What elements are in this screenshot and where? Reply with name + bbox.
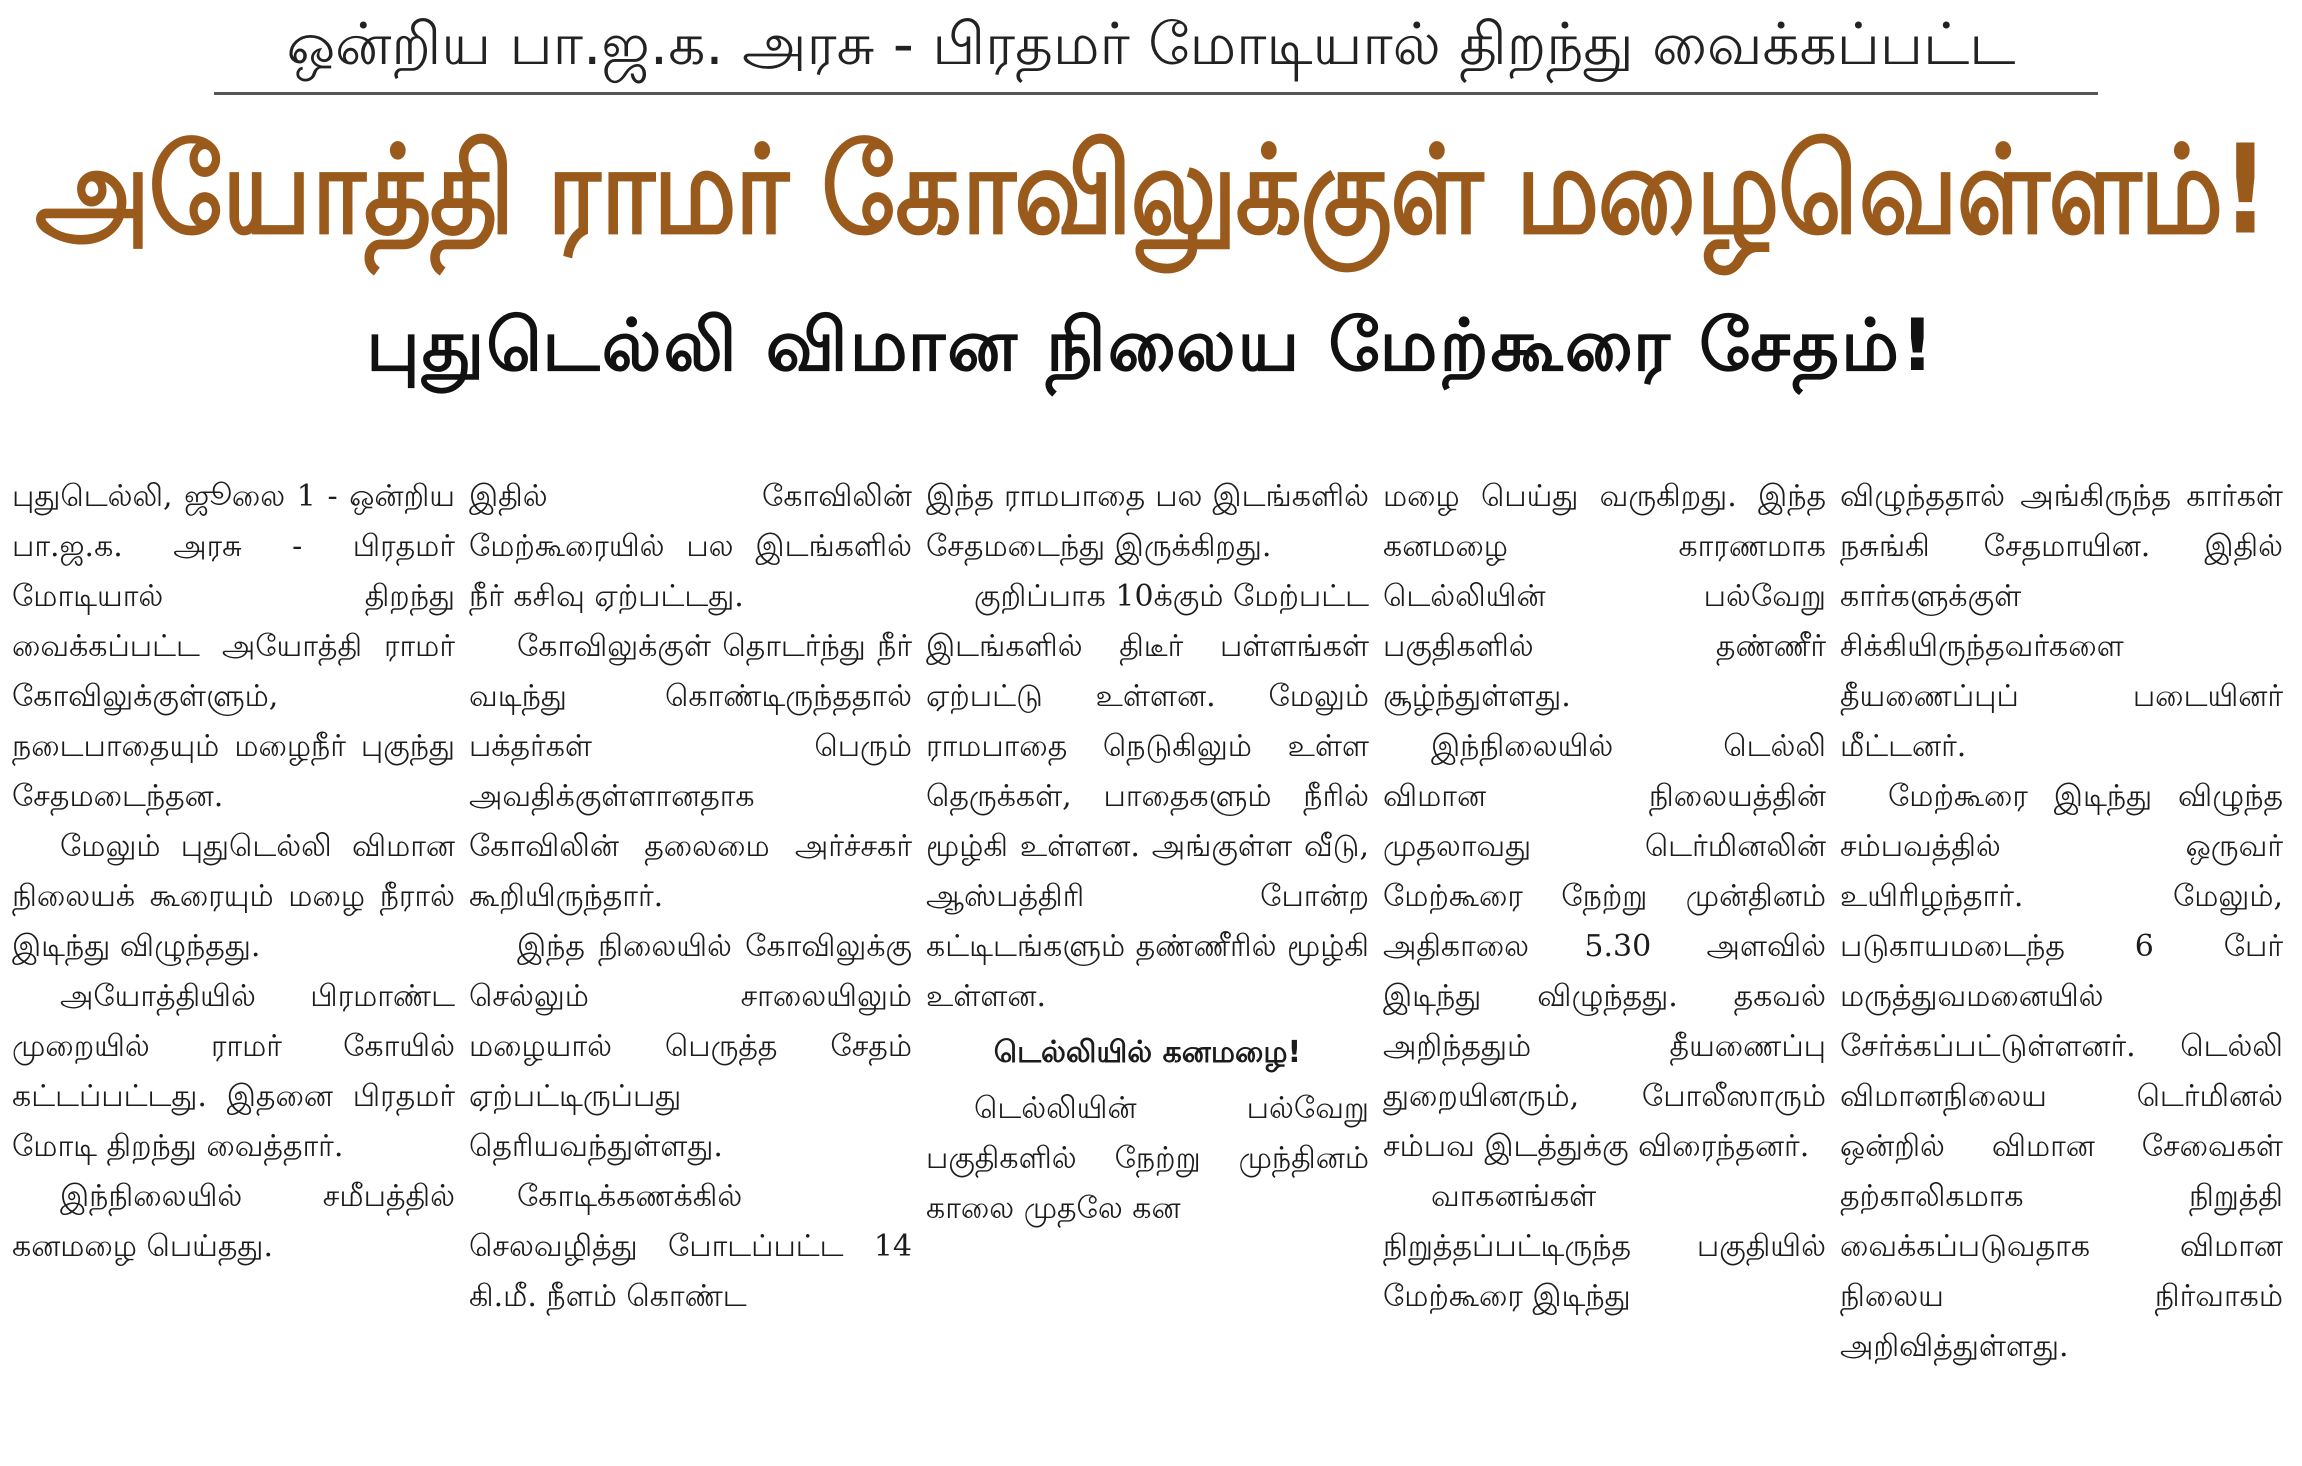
paragraph: டெல்லியின் பல்வேறு பகுதிகளில் நேற்று முந்தினம் காலை முதலே கன bbox=[926, 1091, 1369, 1226]
paragraph: இதில் கோவிலின் மேற்கூரையில் பல இடங்களில் நீர் கசிவு ஏற்பட்டது. bbox=[469, 479, 912, 614]
paragraph: குறிப்பாக 10க்கும் மேற்பட்ட இடங்களில் திடீர் பள்ளங்கள் ஏற்பட்டு உள்ளன. மேலும் ராமபாதை நெடுகிலும் உள்ள தெருக்கள், பாதைகளும் நீரில் மூழ்கி உள்ளன. அங்குள்ள வீடு, ஆஸ்பத்திரி போன்ற கட்டிடங்களும் தண்ணீரில் மூழ்கி உள்ளன. bbox=[926, 579, 1369, 1014]
article-body bbox=[8, 472, 2294, 1452]
paragraph: இந்த ராமபாதை பல இடங்களில் சேதமடைந்து இருக்கிறது. bbox=[926, 479, 1369, 564]
paragraph: மேலும் புதுடெல்லி விமான நிலையக் கூரையும் மழை நீரால் இடிந்து விழுந்தது. bbox=[12, 829, 455, 964]
main-headline: அயோத்தி ராமர் கோவிலுக்குள் மழைவெள்ளம்! bbox=[35, 118, 2267, 262]
paragraph: கோவிலுக்குள் தொடர்ந்து நீர் வடிந்து கொண்டிருந்ததால் பக்தர்கள் பெரும் அவதிக்குள்ளானதாக கோவிலின் தலைமை அர்ச்சகர் கூறியிருந்தார். bbox=[469, 629, 912, 914]
article-column-1 bbox=[8, 472, 465, 1452]
paragraph: வாகனங்கள் நிறுத்தப்பட்டிருந்த பகுதியில் மேற்கூரை இடிந்து bbox=[1383, 1179, 1826, 1314]
paragraph: இந்நிலையில் சமீபத்தில் கனமழை பெய்தது. bbox=[12, 1179, 455, 1264]
article-column-3 bbox=[922, 472, 1379, 1452]
paragraph: கோடிக்கணக்கில் செலவழித்து போடப்பட்ட 14 கி.மீ. நீளம் கொண்ட bbox=[469, 1179, 912, 1314]
paragraph: மேற்கூரை இடிந்து விழுந்த சம்பவத்தில் ஒருவர் உயிரிழந்தார். மேலும், படுகாயமடைந்த 6 பேர் மருத்துவமனையில் சேர்க்கப்பட்டுள்ளனர். டெல்லி விமானநிலைய டெர்மினல் ஒன்றில் விமான சேவைகள் தற்காலிகமாக நிறுத்தி வைக்கப்படுவதாக விமான நிலைய நிர்வாகம் அறிவித்துள்ளது. bbox=[1840, 779, 2283, 1364]
paragraph: இந்நிலையில் டெல்லி விமான நிலையத்தின் முதலாவது டெர்மினலின் மேற்கூரை நேற்று முன்தினம் அதிகாலை 5.30 அளவில் இடிந்து விழுந்தது. தகவல் அறிந்ததும் தீயணைப்பு துறையினரும், போலீஸாரும் சம்பவ இடத்துக்கு விரைந்தனர். bbox=[1383, 729, 1826, 1164]
paragraph: மழை பெய்து வருகிறது. இந்த கனமழை காரணமாக டெல்லியின் பல்வேறு பகுதிகளில் தண்ணீர் சூழ்ந்துள்ளது. bbox=[1383, 479, 1826, 714]
paragraph: இந்த நிலையில் கோவிலுக்கு செல்லும் சாலையிலும் மழையால் பெருத்த சேதம் ஏற்பட்டிருப்பது தெரியவந்துள்ளது. bbox=[469, 929, 912, 1164]
paragraph: புதுடெல்லி, ஜூலை 1 - ஒன்றிய பா.ஜ.க. அரசு - பிரதமர் மோடியால் திறந்து வைக்கப்பட்ட அயோத்தி ராமர் கோவிலுக்குள்ளும், நடைபாதையும் மழைநீர் புகுந்து சேதமடைந்தன. bbox=[12, 479, 455, 814]
article-column-5 bbox=[1836, 472, 2293, 1452]
sub-headline: புதுடெல்லி விமான நிலைய மேற்கூரை சேதம்! bbox=[366, 303, 1936, 387]
article-column-4 bbox=[1379, 472, 1836, 1452]
section-subheading: டெல்லியில் கனமழை! bbox=[993, 1035, 1302, 1070]
article-column-2 bbox=[465, 472, 922, 1452]
kicker-line: ஒன்றிய பா.ஜ.க. அரசு - பிரதமர் மோடியால் திறந்து வைக்கப்பட்ட bbox=[286, 10, 2016, 78]
paragraph: அயோத்தியில் பிரமாண்ட முறையில் ராமர் கோயில் கட்டப்பட்டது. இதனை பிரதமர் மோடி திறந்து வைத்தார். bbox=[12, 979, 455, 1164]
paragraph: விழுந்ததால் அங்கிருந்த கார்கள் நசுங்கி சேதமாயின. இதில் கார்களுக்குள் சிக்கியிருந்தவர்களை தீயணைப்புப் படையினர் மீட்டனர். bbox=[1840, 479, 2283, 764]
